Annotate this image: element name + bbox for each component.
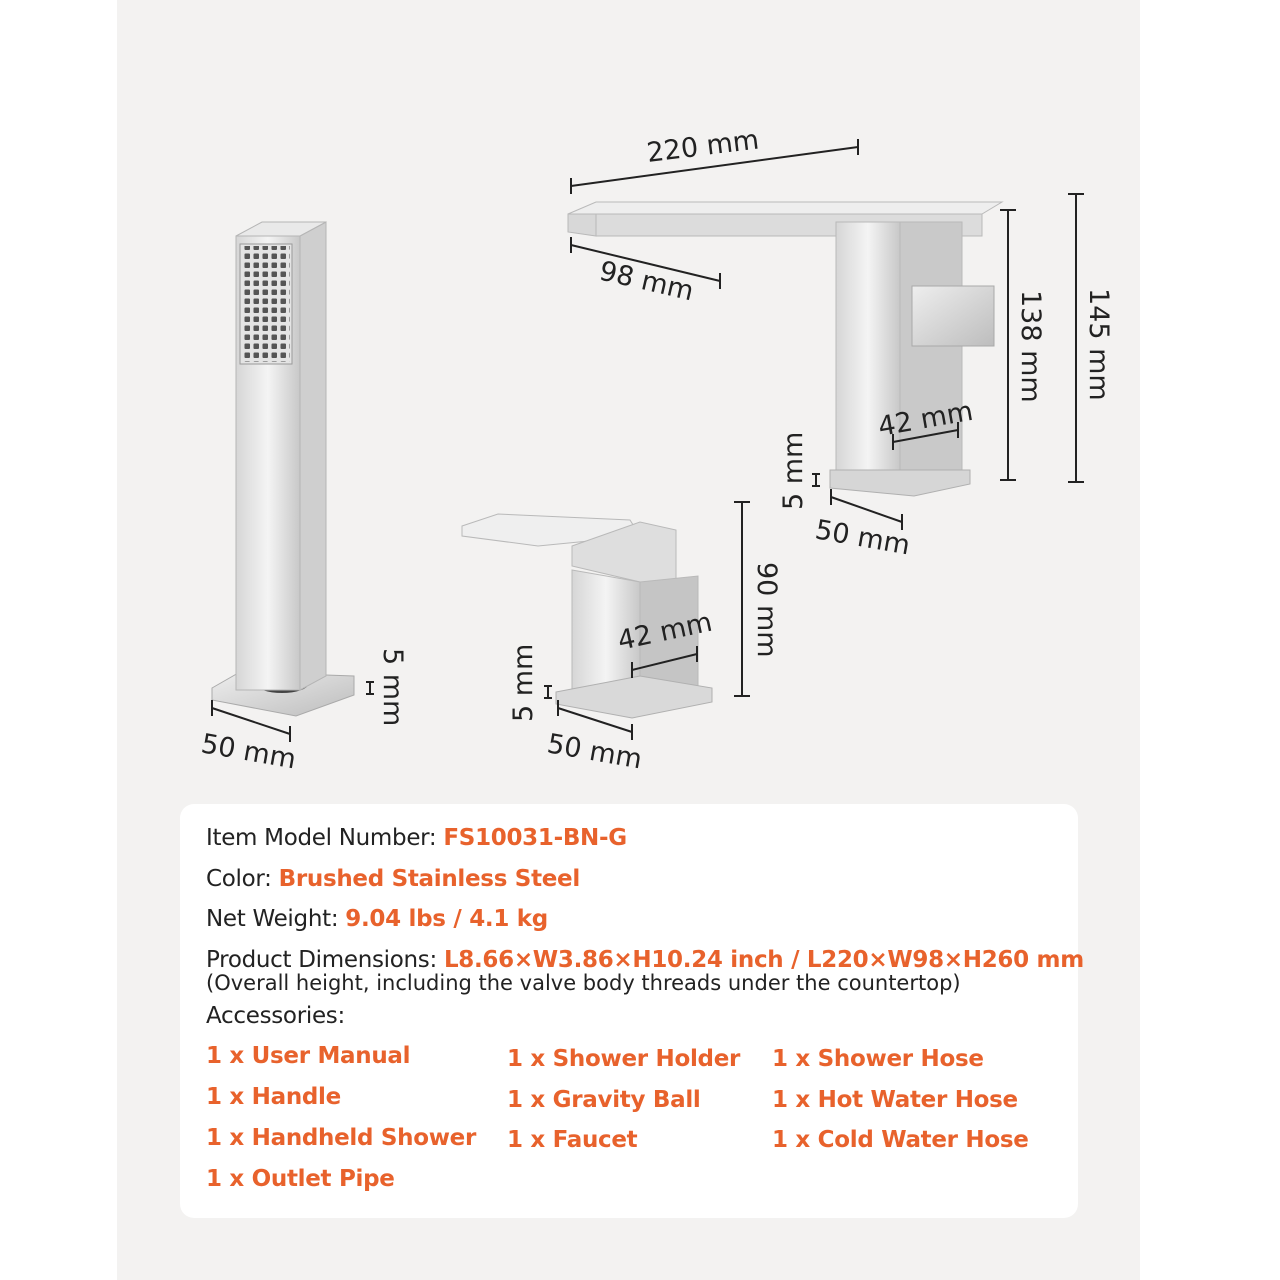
spec-weight [206,906,548,932]
spec-color [206,866,580,892]
spec-model-value: FS10031-BN-G [443,825,627,851]
dim-spout-depth: 98 mm [596,255,697,308]
dim-handle-base-thickness: 5 mm [508,643,539,722]
accessory-item: 1 x Outlet Pipe [206,1166,395,1192]
spec-color-value: Brushed Stainless Steel [278,866,580,892]
accessory-item: 1 x Cold Water Hose [772,1127,1029,1153]
accessory-item: 1 x Handle [206,1084,341,1110]
dim-spout-height: 138 mm [1015,290,1046,403]
dim-shower-base-thickness: 5 mm [377,648,408,727]
dim-faucet-width: 220 mm [645,124,761,169]
faucet-base-plate [830,470,970,496]
shower-nozzle-grid [242,246,290,362]
spec-dimensions-value: L8.66×W3.86×H10.24 inch / L220×W98×H260 mm [443,947,1084,973]
dim-handle-base-width: 42 mm [615,606,715,657]
dim-handle-base-depth: 50 mm [544,728,645,776]
dim-handle-height: 90 mm [751,562,782,658]
faucet-control-knob [912,286,994,346]
accessory-item: 1 x Handheld Shower [206,1125,477,1151]
spec-weight-value: 9.04 lbs / 4.1 kg [345,906,548,932]
accessory-item: 1 x Shower Holder [507,1046,741,1072]
spec-weight-label: Net Weight: [206,906,346,932]
spec-color-label: Color: [206,866,279,892]
dim-faucet-base-thickness: 5 mm [778,431,809,510]
accessories-heading: Accessories: [206,1003,345,1029]
spec-dimensions-note: (Overall height, including the valve body threads under the countertop) [206,971,961,995]
accessory-item: 1 x Hot Water Hose [772,1087,1018,1113]
accessory-item: 1 x User Manual [206,1043,411,1069]
handheld-shower [212,222,354,716]
spec-dimensions [206,947,1084,973]
dim-faucet-base-width: 42 mm [875,395,976,443]
spec-model-label: Item Model Number: [206,825,444,851]
accessory-item: 1 x Shower Hose [772,1046,984,1072]
dim-shower-base-depth: 50 mm [198,728,299,776]
accessory-item: 1 x Gravity Ball [507,1087,701,1113]
dim-faucet-base-depth: 50 mm [812,514,913,562]
spec-dimensions-label: Product Dimensions: [206,947,444,973]
accessory-item: 1 x Faucet [507,1127,638,1153]
spec-model [206,825,627,851]
dim-overall-height: 145 mm [1083,288,1114,401]
